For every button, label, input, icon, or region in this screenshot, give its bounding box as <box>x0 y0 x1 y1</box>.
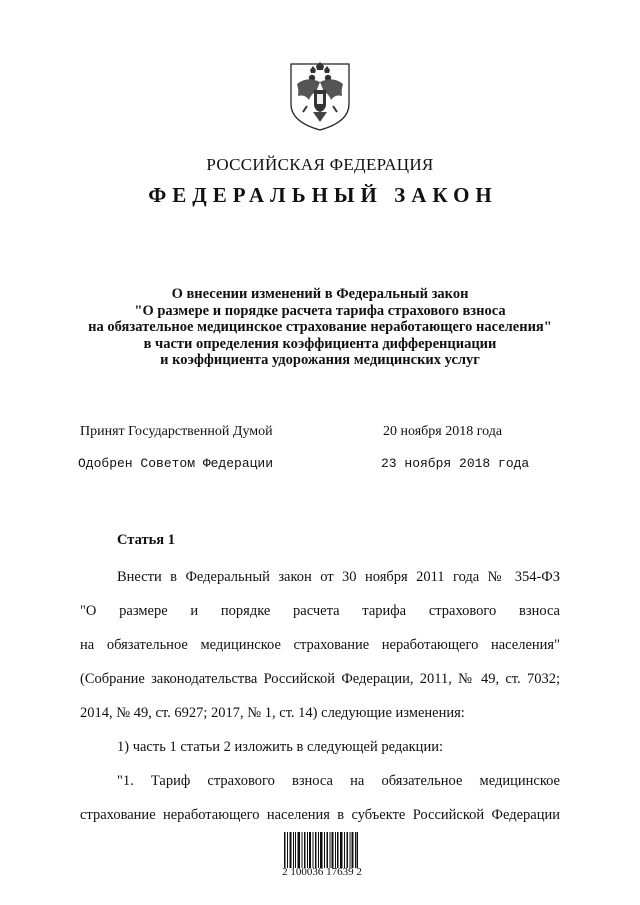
title-line: О внесении изменений в Федеральный закон <box>171 286 469 302</box>
body-line: страхование неработающего населения в субъекте Российской Федерации <box>80 807 560 823</box>
country-name: РОССИЙСКАЯ ФЕДЕРАЦИЯ <box>206 155 434 174</box>
body-line: 1) часть 1 статьи 2 изложить в следующей редакции: <box>117 739 443 755</box>
barcode-number: 2 100036 17639 2 <box>282 866 362 878</box>
body-line: "О размере и порядке расчета тарифа страхового взноса <box>80 603 560 619</box>
duma-adoption-date: 20 ноября 2018 года <box>383 424 503 439</box>
title-line: и коэффициента удорожания медицинских услуг <box>160 352 480 368</box>
law-title <box>40 286 600 369</box>
body-line: "1. Тариф страхового взноса на обязательное медицинское <box>117 773 560 789</box>
body-line: Внести в Федеральный закон от 30 ноября 2011 года № 354-ФЗ <box>117 569 560 585</box>
coat-of-arms-icon <box>285 60 355 132</box>
body-line: 2014, № 49, ст. 6927; 2017, № 1, ст. 14) следующие изменения: <box>80 705 465 721</box>
council-approval-date: 23 ноября 2018 года <box>381 456 530 471</box>
title-line: "О размере и порядке расчета тарифа страхового взноса <box>134 302 506 319</box>
duma-adoption-label: Принят Государственной Думой <box>80 424 273 439</box>
barcode-icon <box>284 832 358 868</box>
article-heading: Статья 1 <box>117 532 175 548</box>
body-line: (Собрание законодательства Российской Федерации, 2011, № 49, ст. 7032; <box>80 671 560 687</box>
title-line: на обязательное медицинское страхование неработающего населения" <box>88 319 552 335</box>
article-body <box>80 560 560 832</box>
body-line: на обязательное медицинское страхование неработающего населения" <box>80 637 560 653</box>
title-line: в части определения коэффициента дифференциации <box>143 335 497 352</box>
document-type: ФЕДЕРАЛЬНЫЙ ЗАКОН <box>148 183 498 207</box>
council-approval-label: Одобрен Советом Федерации <box>78 456 274 471</box>
